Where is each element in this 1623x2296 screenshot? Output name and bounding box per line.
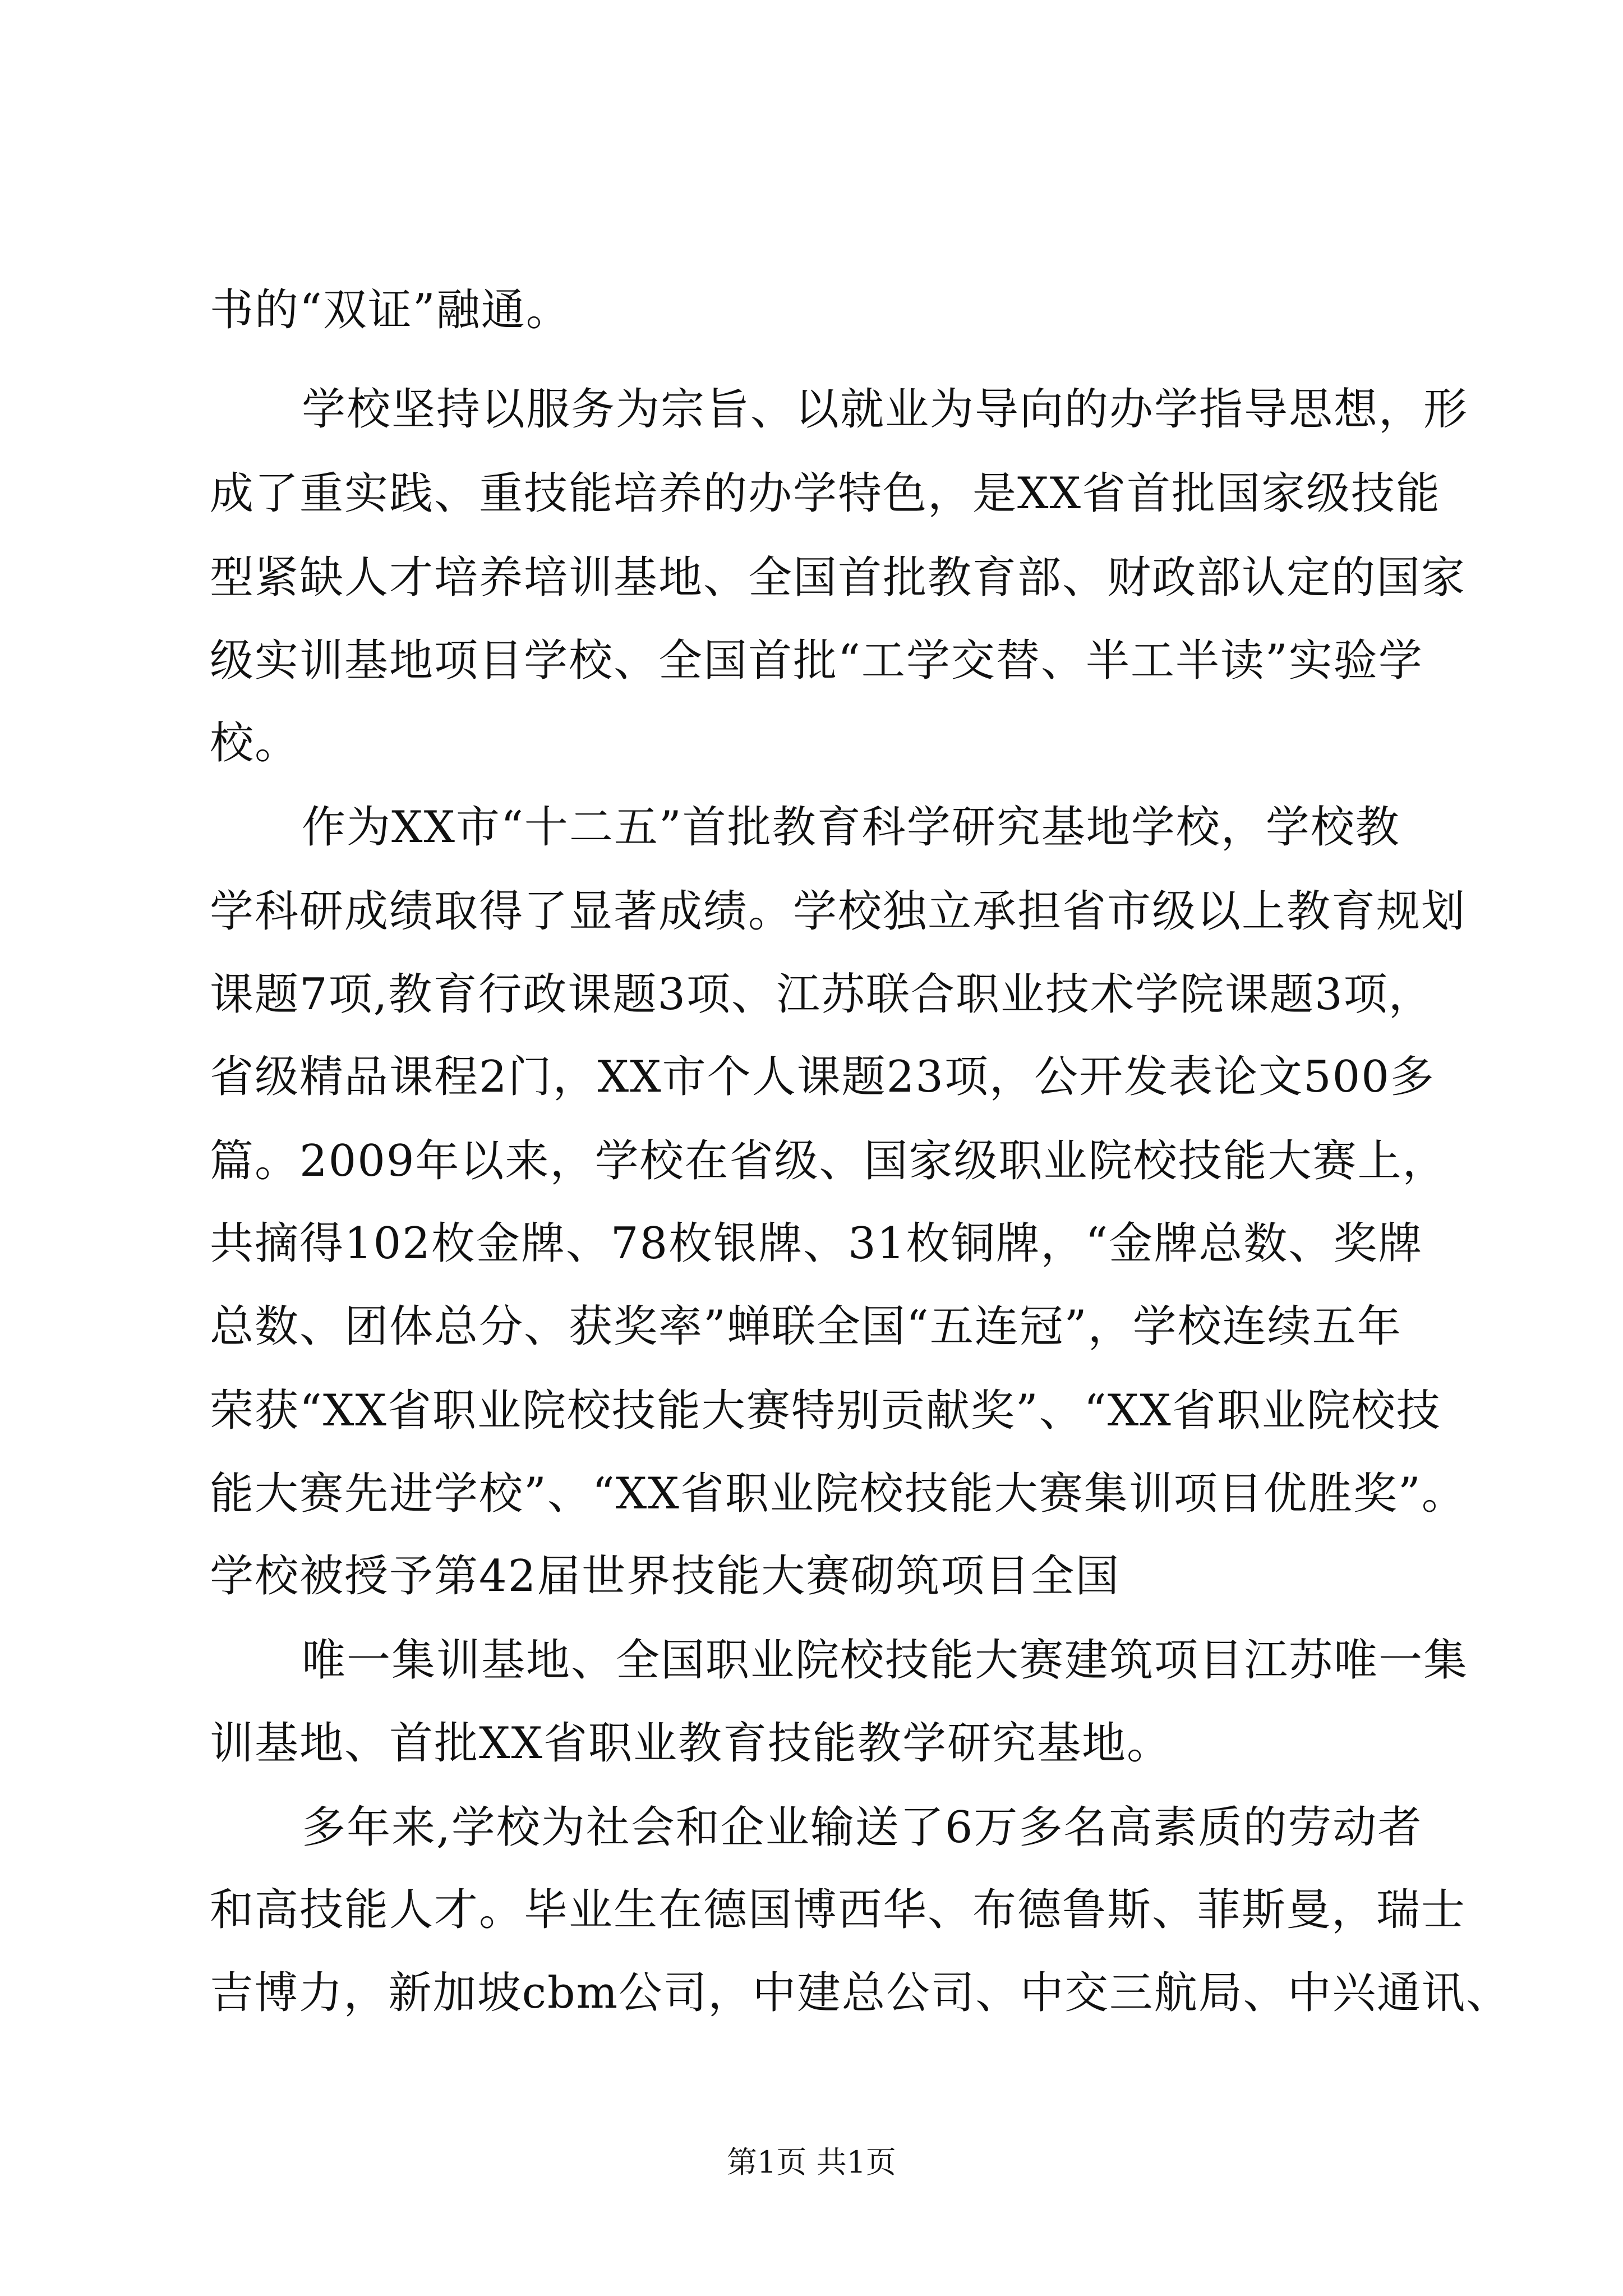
text-line: 型紧缺人才培养培训基地、全国首批教育部、财政部认定的国家 — [210, 553, 1467, 603]
text-line: 学科研成绩取得了显著成绩。学校独立承担省市级以上教育规划 — [210, 886, 1467, 937]
text-line: 共摘得102枚金牌、78枚银牌、31枚铜牌，“金牌总数、奖牌 — [210, 1218, 1423, 1269]
text-line: 课题7项,教育行政课题3项、江苏联合职业技术学院课题3项， — [210, 969, 1433, 1020]
text-line: 和高技能人才。毕业生在德国博西华、布德鲁斯、菲斯曼，瑞士 — [210, 1885, 1467, 1935]
text-line: 省级精品课程2门，XX市个人课题23项，公开发表论文500多 — [210, 1052, 1435, 1102]
text-line: 书的“双证”融通。 — [210, 285, 571, 335]
text-line: 级实训基地项目学校、全国首批“工学交替、半工半读”实验学 — [210, 636, 1423, 686]
text-line: 能大赛先进学校”、“XX省职业院校技能大赛集训项目优胜奖”。 — [210, 1469, 1467, 1519]
page-footer: 第1页 共1页 — [727, 2145, 896, 2180]
text-line: 学校被授予第42届世界技能大赛砌筑项目全国 — [210, 1551, 1121, 1602]
text-line: 学校坚持以服务为宗旨、以就业为导向的办学指导思想，形 — [302, 384, 1469, 435]
text-line: 多年来,学校为社会和企业输送了6万多名高素质的劳动者 — [302, 1802, 1423, 1853]
text-line: 作为XX市“十二五”首批教育科学研究基地学校，学校教 — [302, 802, 1400, 853]
text-line: 成了重实践、重技能培养的办学特色，是XX省首批国家级技能 — [210, 468, 1441, 519]
text-line: 总数、团体总分、获奖率”蝉联全国“五连冠”，学校连续五年 — [210, 1301, 1402, 1352]
text-line: 训基地、首批XX省职业教育技能教学研究基地。 — [210, 1718, 1172, 1769]
text-line: 荣获“XX省职业院校技能大赛特别贡献奖”、“XX省职业院校技 — [210, 1386, 1441, 1436]
text-line: 校。 — [210, 718, 300, 769]
text-line: 篇。2009年以来，学校在省级、国家级职业院校技能大赛上， — [210, 1136, 1447, 1186]
text-line: 吉博力，新加坡cbm公司，中建总公司、中交三航局、中兴通讯、 — [210, 1968, 1511, 2018]
text-line: 唯一集训基地、全国职业院校技能大赛建筑项目江苏唯一集 — [302, 1635, 1469, 1686]
